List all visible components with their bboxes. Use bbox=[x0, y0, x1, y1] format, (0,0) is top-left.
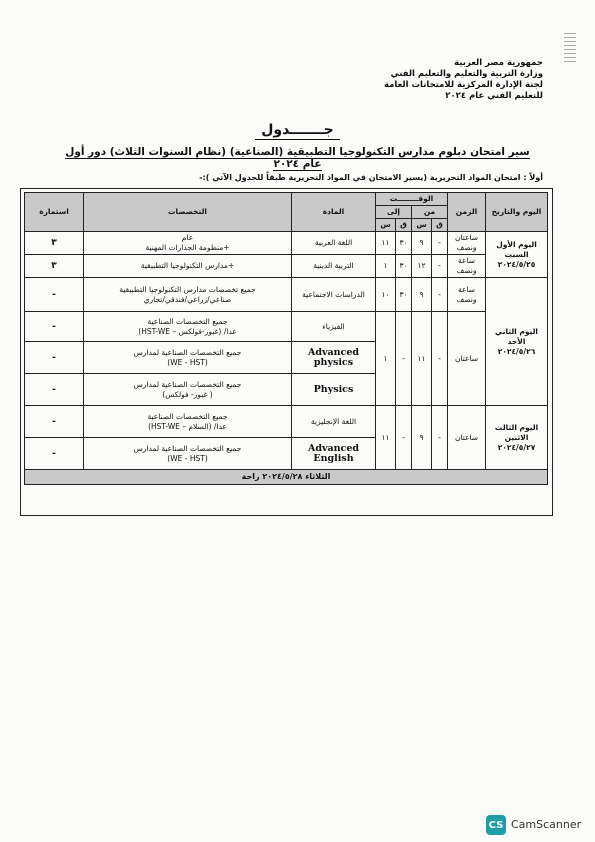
header-from-s: س bbox=[412, 219, 432, 232]
spec-cell bbox=[84, 232, 292, 255]
to-q-cell: ٣٠ bbox=[396, 232, 412, 255]
table-row bbox=[25, 255, 548, 278]
subject-cell: اللغة العربية bbox=[292, 232, 376, 255]
duration-cell: ساعتان ونصف bbox=[448, 232, 486, 255]
form-cell: - bbox=[25, 406, 84, 438]
spec-cell bbox=[84, 374, 292, 406]
table-row bbox=[25, 406, 548, 438]
document-subtitle: سير امتحان دبلوم مدارس التكنولوجيا التطبيقية (الصناعية) (نظام السنوات الثلاث) دور أول عام ٢٠٢٤ bbox=[65, 146, 530, 170]
subject-cell: Advanced physics bbox=[292, 342, 376, 374]
header-subject: المادة bbox=[292, 193, 376, 232]
table-row bbox=[25, 232, 548, 255]
subject-cell: اللغة الإنجليزية bbox=[292, 406, 376, 438]
subject-cell: الدراسات الاجتماعية bbox=[292, 278, 376, 312]
from-q-cell: - bbox=[432, 232, 448, 255]
to-s-cell: ١١ bbox=[376, 406, 396, 470]
camscanner-brand: CamScanner bbox=[511, 818, 582, 831]
spec-cell bbox=[84, 255, 292, 278]
header-form: استمارة bbox=[25, 193, 84, 232]
to-s-cell: ١ bbox=[376, 255, 396, 278]
subject-cell: Advanced English bbox=[292, 438, 376, 470]
form-cell: ٣ bbox=[25, 255, 84, 278]
spec-line: ( غبور- فولكس) bbox=[162, 389, 213, 399]
to-s-cell: ١٠ bbox=[376, 278, 396, 312]
spec-line: (WE - HST) bbox=[167, 453, 208, 463]
header-to-q: ق bbox=[396, 219, 412, 232]
header-line: جمهورية مصر العربية bbox=[454, 58, 543, 68]
spec-line: عام bbox=[181, 233, 194, 242]
form-cell: ٣ bbox=[25, 232, 84, 255]
table-footer-row bbox=[25, 470, 548, 485]
spec-line: صناعي/زراعي/فندقي/تجاري bbox=[143, 294, 232, 304]
from-q-cell: - bbox=[432, 312, 448, 406]
spec-line: عدا/ (السلام – HST-WE) bbox=[148, 421, 227, 431]
spec-line: عدا/ (غبور-فولكس – HST-WE) bbox=[138, 326, 237, 336]
spec-cell bbox=[84, 406, 292, 438]
form-cell: - bbox=[25, 278, 84, 312]
from-q-cell: - bbox=[432, 278, 448, 312]
spec-line: جميع التخصصات الصناعية bbox=[147, 316, 228, 326]
spec-line: جميع التخصصات الصناعية لمدارس bbox=[133, 347, 242, 357]
to-q-cell: - bbox=[396, 312, 412, 406]
duration-cell: ساعة ونصف bbox=[448, 255, 486, 278]
spec-cell bbox=[84, 312, 292, 342]
from-s-cell: ٩ bbox=[412, 278, 432, 312]
to-q-cell: ٣٠ bbox=[396, 278, 412, 312]
to-q-cell: ٣٠ bbox=[396, 255, 412, 278]
to-s-cell: ١ bbox=[376, 312, 396, 406]
duration-cell: ساعتان bbox=[448, 406, 486, 470]
day-cell: اليوم الثالث الاثنين ٢٠٢٤/٥/٢٧ bbox=[486, 406, 548, 470]
day-cell: اليوم الثاني الأحد ٢٠٢٤/٥/٢٦ bbox=[486, 278, 548, 406]
duration-cell: ساعتان bbox=[448, 312, 486, 406]
spec-cell bbox=[84, 438, 292, 470]
spec-line: جميع التخصصات الصناعية bbox=[147, 411, 228, 421]
subject-cell: Physics bbox=[292, 374, 376, 406]
header-from: من bbox=[412, 206, 448, 219]
from-s-cell: ١١ bbox=[412, 312, 432, 406]
from-q-cell: - bbox=[432, 255, 448, 278]
from-s-cell: ٩ bbox=[412, 232, 432, 255]
from-s-cell: ١٢ bbox=[412, 255, 432, 278]
subject-cell: الفيزياء bbox=[292, 312, 376, 342]
document-title: جـــــــدول bbox=[0, 122, 595, 138]
header-from-q: ق bbox=[432, 219, 448, 232]
header-line: لجنة الإدارة المركزية للامتحانات العامة bbox=[383, 80, 543, 90]
header-day: اليوم والتاريخ bbox=[486, 193, 548, 232]
to-q-cell: - bbox=[396, 406, 412, 470]
rest-day-note: الثلاثاء ٢٠٢٤/٥/٢٨ راحة bbox=[25, 470, 548, 485]
spec-line: +منظومة الجدارات المهنية bbox=[145, 243, 230, 252]
header-to-s: س bbox=[376, 219, 396, 232]
spec-cell bbox=[84, 342, 292, 374]
spec-line: جميع التخصصات الصناعية لمدارس bbox=[133, 443, 242, 453]
subject-cell: التربية الدينية bbox=[292, 255, 376, 278]
form-cell: - bbox=[25, 438, 84, 470]
exam-schedule-table bbox=[24, 192, 548, 485]
spec-line: جميع التخصصات الصناعية لمدارس bbox=[133, 379, 242, 389]
header-specialization: التخصصات bbox=[84, 193, 292, 232]
header-to: إلى bbox=[376, 206, 412, 219]
header-duration: الزمن bbox=[448, 193, 486, 232]
day-cell: اليوم الأول السبت ٢٠٢٤/٥/٢٥ bbox=[486, 232, 548, 278]
table-row bbox=[25, 278, 548, 312]
ministry-header bbox=[384, 58, 543, 102]
duration-cell: ساعة ونصف bbox=[448, 278, 486, 312]
scan-margin-marks bbox=[564, 30, 582, 550]
section-note: أولاً : امتحان المواد التحريرية (يسير الامتحان في المواد التحريرية طبقاً للجدول الآتي ):- bbox=[199, 173, 543, 182]
table-row bbox=[25, 312, 548, 342]
spec-cell bbox=[84, 278, 292, 312]
from-q-cell: - bbox=[432, 406, 448, 470]
to-s-cell: ١١ bbox=[376, 232, 396, 255]
form-cell: - bbox=[25, 342, 84, 374]
spec-line: (WE - HST) bbox=[167, 357, 208, 367]
header-line: للتعليم الفني عام ٢٠٢٤ bbox=[445, 91, 543, 101]
header-line: وزارة التربية والتعليم والتعليم الفني bbox=[390, 69, 543, 79]
form-cell: - bbox=[25, 374, 84, 406]
form-cell: - bbox=[25, 312, 84, 342]
spec-line: +مدارس التكنولوجيا التطبيقية bbox=[140, 261, 235, 270]
spec-line: جميع تخصصات مدارس التكنولوجيا التطبيقية bbox=[119, 284, 256, 294]
from-s-cell: ٩ bbox=[412, 406, 432, 470]
camscanner-logo-icon: CS bbox=[486, 815, 506, 835]
header-time: الوقــــــــت bbox=[376, 193, 448, 206]
